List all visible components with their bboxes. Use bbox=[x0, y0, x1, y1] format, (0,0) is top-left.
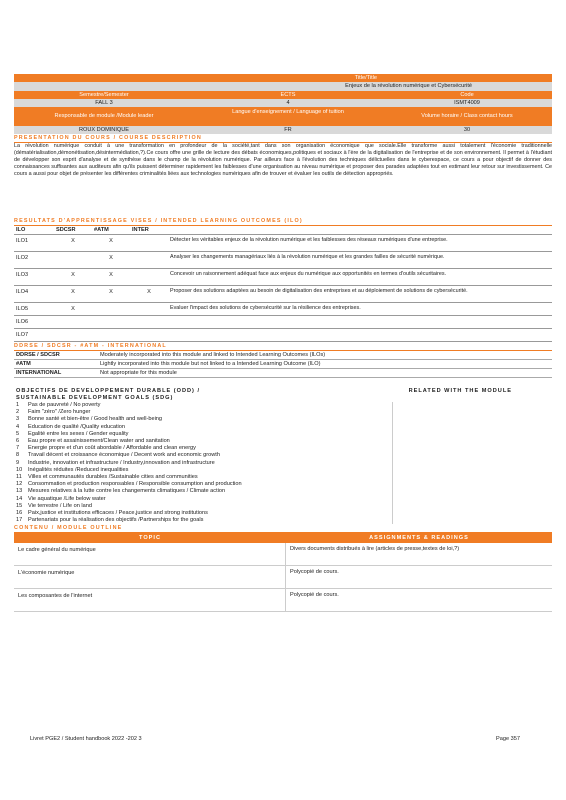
ilo-mark-sdcsr: X bbox=[71, 272, 75, 278]
outline-assignment: Polycopié de cours. bbox=[290, 592, 339, 599]
sdg-item bbox=[14, 402, 392, 409]
handbook-page bbox=[14, 74, 552, 612]
sdg-item bbox=[14, 416, 392, 423]
outline-column-headers bbox=[14, 533, 552, 543]
outline-topic: Le cadre général du numérique bbox=[14, 543, 286, 565]
sdg-number: 8 bbox=[16, 452, 20, 459]
code-label: Code bbox=[460, 92, 474, 98]
ilo-col-sdcsr: SDCSR bbox=[56, 227, 76, 233]
ilo-code: ILO3 bbox=[16, 272, 29, 278]
footer-handbook-label: Livret PGE2 / Student handbook 2022 -202 3 bbox=[30, 736, 142, 742]
volume-label: Volume horaire / Class contact hours bbox=[421, 113, 513, 119]
ilo-description: Evaluer l'impact des solutions de cybersécurité sur la résilience des entreprises. bbox=[170, 305, 361, 311]
sdg-text: Pas de pauvreté / No poverty bbox=[28, 402, 101, 408]
sdg-item bbox=[14, 409, 392, 416]
sdg-text: Faim "zéro" /Zero hunger bbox=[28, 409, 91, 416]
page-footer bbox=[30, 736, 520, 742]
title-value-row bbox=[14, 82, 552, 91]
outline-heading: CONTENU / MODULE OUTLINE bbox=[14, 524, 552, 533]
language-label: Langue d'enseignement / Language of tuition bbox=[232, 109, 344, 115]
ects-label: ECTS bbox=[280, 92, 296, 98]
volume-value: 30 bbox=[463, 127, 471, 133]
ilo-table bbox=[14, 235, 552, 342]
legend-heading: DDRSE / SDCSR - #ATM - INTERNATIONAL bbox=[14, 342, 552, 351]
ilo-col-atm: #ATM bbox=[94, 227, 109, 233]
ects-value: 4 bbox=[286, 100, 290, 106]
outline-assignments-label: ASSIGNMENTS & READINGS bbox=[369, 535, 469, 542]
ilo-description bbox=[168, 329, 552, 341]
sdg-item bbox=[14, 424, 392, 431]
outline-assignment: Divers documents distribués à lire (articles de presse,textes de loi,?) bbox=[290, 546, 460, 553]
ilo-mark-atm: X bbox=[109, 238, 113, 244]
sdg-number: 16 bbox=[16, 510, 23, 517]
sdg-number: 14 bbox=[16, 495, 23, 502]
outline-topic: Les composantes de l'internet bbox=[14, 589, 286, 611]
sdg-number: 12 bbox=[16, 481, 23, 488]
ilo-code: ILO4 bbox=[16, 289, 29, 295]
ilo-mark-inter bbox=[130, 269, 168, 285]
sdg-related-label: RELATED WITH THE MODULE bbox=[408, 388, 512, 394]
sdg-number: 2 bbox=[16, 409, 20, 416]
outline-row bbox=[14, 543, 552, 566]
sdg-item bbox=[14, 503, 392, 510]
outline-assignment: Polycopié de cours. bbox=[290, 569, 339, 576]
presentation-heading: PRESENTATION DU COURS / COURSE DESCRIPTION bbox=[14, 134, 552, 143]
ilo-mark-inter bbox=[130, 235, 168, 251]
language-value: FR bbox=[284, 127, 292, 133]
ilo-description: Analyser les changements managériaux liés à la révolution numérique et les grandes failles de sécurité numérique. bbox=[170, 254, 445, 260]
ilo-column-headers bbox=[14, 226, 552, 235]
ilo-mark-sdcsr: X bbox=[71, 306, 75, 312]
ilo-code: ILO7 bbox=[16, 332, 29, 338]
sdg-number: 9 bbox=[16, 459, 20, 466]
sdg-item bbox=[14, 481, 392, 488]
sdg-number: 3 bbox=[16, 416, 20, 423]
ilo-mark-sdcsr bbox=[54, 316, 92, 328]
sdg-number: 5 bbox=[16, 430, 20, 437]
sdg-header bbox=[14, 388, 552, 402]
ilo-mark-sdcsr: X bbox=[71, 238, 75, 244]
legend-key: #ATM bbox=[16, 361, 31, 367]
outline-table bbox=[14, 543, 552, 612]
sdg-item bbox=[14, 467, 392, 474]
sdg-item bbox=[14, 510, 392, 517]
legend-table bbox=[14, 351, 552, 378]
ilo-row bbox=[14, 303, 552, 316]
legend-value: Lightly incorporated into this module but not linked to a Intended Learning Outcome (ILO) bbox=[100, 361, 321, 367]
sdg-number: 10 bbox=[16, 466, 23, 473]
sdg-item bbox=[14, 496, 392, 503]
sdg-number: 11 bbox=[16, 474, 22, 481]
sdg-number: 6 bbox=[16, 438, 20, 445]
legend-key: INTERNATIONAL bbox=[16, 370, 62, 376]
responsible-label: Responsable de module /Module leader bbox=[54, 113, 154, 119]
sdg-text: Vie terrestre / Life on land bbox=[28, 502, 92, 509]
ilo-col-ilo: ILO bbox=[16, 227, 26, 233]
ilo-mark-atm bbox=[92, 316, 130, 328]
sdg-text: Energie propre et d'un coût abordable / Affordable and clean energy bbox=[28, 445, 196, 452]
sdg-text: Travail décent et croissance économique / Decent work and economic growth bbox=[28, 452, 220, 459]
ilo-code: ILO2 bbox=[16, 255, 29, 261]
footer-page-number: Page 357 bbox=[496, 736, 520, 742]
outline-row bbox=[14, 589, 552, 612]
sdg-text: Bonne santé et bien-être / Good health and well-being bbox=[28, 416, 163, 423]
sdg-number: 17 bbox=[16, 517, 23, 524]
sdg-text: Vie aquatique /Life below water bbox=[28, 495, 106, 502]
semester-ects-code-values bbox=[14, 99, 552, 107]
sdg-text: Inégalités réduites /Reduced inequalities bbox=[28, 466, 129, 473]
responsible-value: ROUX DOMINIQUE bbox=[78, 127, 130, 133]
responsible-labels bbox=[14, 107, 552, 126]
ilo-col-inter: INTER bbox=[132, 227, 149, 233]
course-title: Enjeux de la révolution numérique et Cybersécurité bbox=[345, 83, 472, 89]
ilo-mark-atm bbox=[92, 329, 130, 341]
sdg-item bbox=[14, 431, 392, 438]
sdg-item bbox=[14, 517, 392, 524]
presentation-text: La révolution numérique conduit à une transformation en profondeur de la société,tant dans son organisation économique que sociale.Elle transforme aussi totalement l'économie traditionnelle (dématérialisation,démonétisation,désintermédiation,?).Ce cours offre une grille de lecture des débats économiques,politiques et sociaux à l'ère de la digitalisation de l'entreprise et de son environnement. Il permet à l'étudiant de développer son esprit d'analyse et de synthèse dans le champ de la révolution numérique. Par ailleurs face à l'évolution des techniques délictuelles dans le cyberespace, ce cours a pour objectif de donner des connaissances suffisantes aux auditeurs afin qu'ils puissent déterminer rapidement les faiblesses d'une organisation au niveau numérique et proposer des parades adaptées tout en estimant leur retour sur investissement. Ce cours a aussi pour objet de présenter les différentes criminalités liées aux technologies numériques afin de trouver et évaluer les outils de détection appropriés. bbox=[14, 143, 552, 177]
ilo-mark-atm: X bbox=[109, 289, 113, 295]
sdg-item bbox=[14, 445, 392, 452]
ilo-mark-inter bbox=[130, 252, 168, 268]
ilo-row bbox=[14, 269, 552, 286]
ilo-description: Concevoir un raisonnement adéquat face aux enjeux du numérique aux opportunités en termes d'outils sécuritaires. bbox=[170, 271, 447, 277]
ilo-row bbox=[14, 235, 552, 252]
title-label-row bbox=[14, 74, 552, 82]
semester-value: FALL 3 bbox=[95, 100, 113, 106]
ilo-code: ILO5 bbox=[16, 306, 29, 312]
sdg-text: Consommation et production responsables / Responsible consumption and production bbox=[28, 481, 242, 488]
ilo-mark-inter: X bbox=[147, 289, 151, 295]
ilo-mark-sdcsr: X bbox=[71, 289, 75, 295]
ilo-mark-sdcsr bbox=[54, 252, 92, 268]
ilo-mark-sdcsr bbox=[54, 329, 92, 341]
ilo-row bbox=[14, 286, 552, 303]
ilo-mark-atm: X bbox=[109, 255, 113, 261]
ilo-mark-atm bbox=[92, 303, 130, 315]
legend-value: Not appropriate for this module bbox=[100, 370, 177, 376]
sdg-text: Villes et communautés durables /Sustainable cities and communities bbox=[28, 474, 198, 481]
outline-topic-label: TOPIC bbox=[139, 535, 161, 542]
sdg-item bbox=[14, 452, 392, 459]
sdg-item bbox=[14, 438, 392, 445]
sdg-number: 7 bbox=[16, 445, 20, 452]
sdg-list bbox=[14, 402, 393, 524]
ilo-mark-atm: X bbox=[109, 272, 113, 278]
sdg-number: 4 bbox=[16, 423, 20, 430]
ilo-row bbox=[14, 329, 552, 342]
sdg-text: Eau propre et assainissement/Clean water and sanitation bbox=[28, 438, 170, 445]
ilo-description: Proposer des solutions adaptées au besoin de digitalisation des entreprises et au déploiement de solutions de cybersécurité. bbox=[170, 288, 468, 294]
semester-label: Semestre/Semester bbox=[79, 92, 129, 98]
sdg-text: Paix,justice et institutions efficaces / Peace,justice and strong institutions bbox=[28, 510, 208, 517]
outline-topic: L'économie numérique bbox=[14, 566, 286, 588]
ilo-mark-inter bbox=[130, 329, 168, 341]
sdg-text: Mesures relatives à la lutte contre les changements climatiques / Climate action bbox=[28, 488, 226, 495]
outline-row bbox=[14, 566, 552, 589]
ilo-mark-inter bbox=[130, 303, 168, 315]
sdg-item bbox=[14, 488, 392, 495]
ilo-heading: RESULTATS D'APPRENTISSAGE VISES / INTENDED LEARNING OUTCOMES (ILO) bbox=[14, 217, 552, 226]
legend-row bbox=[14, 369, 552, 378]
semester-ects-code-labels bbox=[14, 91, 552, 99]
legend-key: DDRSE / SDCSR bbox=[16, 352, 60, 358]
ilo-code: ILO1 bbox=[16, 238, 29, 244]
sdg-item bbox=[14, 474, 392, 481]
title-label: Title/Title bbox=[354, 75, 377, 81]
sdg-text: Partenariats pour la réalisation des objectifs /Partnerships for the goals bbox=[28, 517, 204, 524]
ilo-description: Détecter les véritables enjeux de la révolution numérique et les faiblesses des réseaux numériques d'une entreprise. bbox=[170, 237, 448, 243]
ilo-code: ILO6 bbox=[16, 319, 29, 325]
responsible-values bbox=[14, 126, 552, 134]
ilo-mark-inter bbox=[130, 316, 168, 328]
sdg-text: Education de qualité /Quality education bbox=[28, 423, 126, 430]
legend-value: Moderately incorporated into this module and linked to Intended Learning Outcomes (ILOs) bbox=[100, 352, 326, 358]
sdg-text: Industrie, innovation et infrastructure / Industry,innovation and infrastructure bbox=[28, 459, 215, 466]
legend-row bbox=[14, 351, 552, 360]
ilo-description bbox=[168, 316, 552, 328]
sdg-item bbox=[14, 460, 392, 467]
sdg-number: 15 bbox=[16, 502, 23, 509]
sdg-number: 13 bbox=[16, 488, 23, 495]
sdg-heading: OBJECTIFS DE DEVELOPPEMENT DURABLE (ODD) / SUSTAINABLE DEVELOPMENT GOALS (SDG) bbox=[16, 388, 201, 401]
ilo-row bbox=[14, 252, 552, 269]
code-value: ISMT4009 bbox=[454, 100, 480, 106]
sdg-number: 1 bbox=[16, 402, 20, 408]
sdg-text: Egalité entre les sexes / Gender equality bbox=[28, 430, 129, 437]
ilo-row bbox=[14, 316, 552, 329]
legend-row bbox=[14, 360, 552, 369]
